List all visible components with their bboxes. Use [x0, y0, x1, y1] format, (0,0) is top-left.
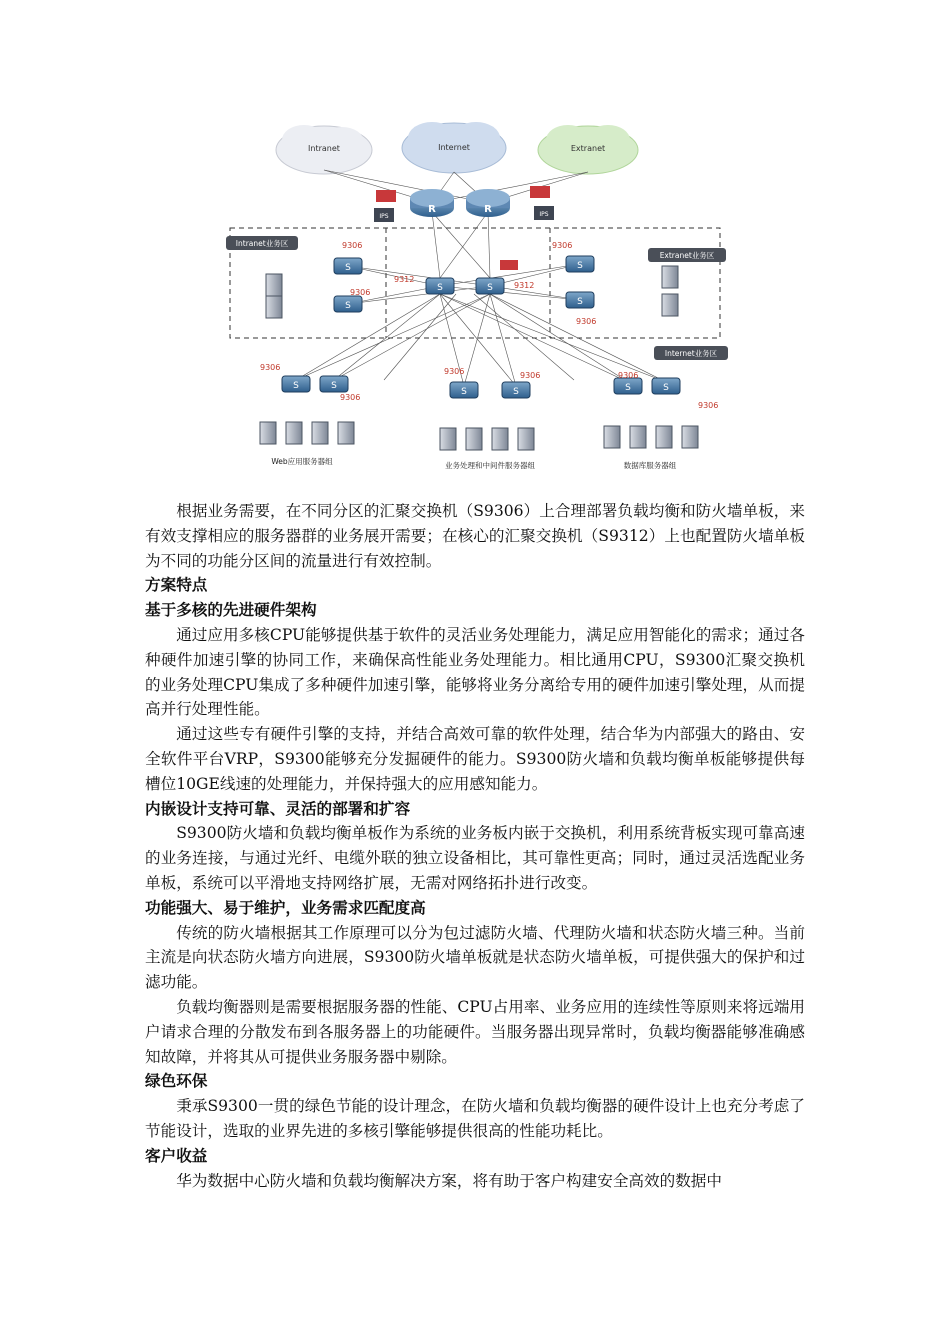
- switch-icon: [476, 278, 504, 294]
- body-paragraph: 通过这些专有硬件引擎的支持，并结合高效可靠的软件处理，结合华为内部强大的路由、安全软件平台VRP，S9300能够充分发掘硬件的能力。S9300防火墙和负载均衡单板能够提供每槽位10GE线速的处理能力，并保持强大的应用感知能力。: [145, 725, 805, 793]
- server-icon: [266, 296, 282, 318]
- document-body: [145, 499, 805, 1193]
- switch-icon: [320, 376, 348, 392]
- switch-label: 9306: [260, 363, 281, 372]
- server-icon: [466, 428, 482, 450]
- ips-label: IPS: [379, 213, 389, 220]
- switch-glyph: S: [293, 381, 299, 391]
- switch-glyph: S: [461, 387, 467, 397]
- switch-icon: [566, 292, 594, 308]
- server-icon: [662, 294, 678, 316]
- switch-glyph: S: [331, 381, 337, 391]
- switch-glyph: S: [345, 263, 351, 273]
- switch-label: 9306: [520, 371, 541, 380]
- switch-glyph: S: [437, 283, 443, 293]
- section-heading: 客户收益: [145, 1146, 208, 1165]
- switch-icon: [334, 296, 362, 312]
- server-icon: [682, 426, 698, 448]
- body-paragraph: 根据业务需要，在不同分区的汇聚交换机（S9306）上合理部署负载均衡和防火墙单板，来有效支撑相应的服务器群的业务展开需要；在核心的汇聚交换机（S9312）上也配置防火墙单板为不同的功能分区间的流量进行有效控制。: [145, 502, 805, 570]
- ips-icon: [374, 208, 394, 222]
- server-icon: [338, 422, 354, 444]
- switch-label: 9306: [618, 371, 639, 380]
- body-paragraph: 华为数据中心防火墙和负载均衡解决方案，将有助于客户构建安全高效的数据中: [176, 1171, 722, 1190]
- server-group-label: 业务处理和中间件服务器组: [445, 461, 535, 470]
- internet-cloud-icon: [402, 122, 506, 173]
- switch-icon: [282, 376, 310, 392]
- switch-icon: [652, 378, 680, 394]
- svg-text:Extranet业务区: Extranet业务区: [659, 251, 715, 260]
- internet-cloud-label: Internet: [438, 143, 470, 152]
- switch-label: 9306: [350, 288, 371, 297]
- router-label: R: [484, 204, 492, 215]
- body-paragraph: S9300防火墙和负载均衡单板作为系统的业务板内嵌于交换机，利用系统背板实现可靠高速的业务连接，与通过光纤、电缆外联的独立设备相比，其可靠性更高；同时，通过灵活选配业务单板，系统可以平滑地支持网络扩展，无需对网络拓扑进行改变。: [145, 824, 805, 892]
- ips-icon: [534, 206, 554, 220]
- switch-glyph: S: [345, 301, 351, 311]
- firewall-icon: [376, 190, 396, 202]
- intranet-cloud-label: Intranet: [308, 144, 340, 153]
- switch-glyph: S: [577, 297, 583, 307]
- switch-label: 9306: [698, 401, 719, 410]
- body-paragraph: 通过应用多核CPU能够提供基于软件的灵活业务处理能力，满足应用智能化的需求；通过各种硬件加速引擎的协同工作，来确保高性能业务处理能力。相比通用CPU，S9300汇聚交换机的业务处理CPU集成了多种硬件加速引擎，能够将业务分离给专用的硬件加速引擎处理，从而提高并行处理性能。: [145, 625, 805, 719]
- router-label: R: [428, 204, 436, 215]
- router-icon: [410, 189, 454, 217]
- ips-label: IPS: [539, 211, 549, 218]
- server-icon: [312, 422, 328, 444]
- server-icon: [656, 426, 672, 448]
- switch-label: 9306: [340, 393, 361, 402]
- section-heading: 方案特点: [145, 576, 208, 595]
- server-group-label: Web应用服务器组: [271, 457, 333, 466]
- server-group-label: 数据库服务器组: [623, 461, 677, 470]
- firewall-icon: [500, 260, 518, 270]
- switch-label: 9312: [514, 281, 535, 290]
- switch-icon: [502, 382, 530, 398]
- switch-label: 9306: [342, 241, 363, 250]
- section-heading: 内嵌设计支持可靠、灵活的部署和扩容: [145, 799, 411, 818]
- server-icon: [662, 266, 678, 288]
- switch-glyph: S: [487, 283, 493, 293]
- network-topology-figure: [218, 118, 734, 480]
- server-icon: [266, 274, 282, 296]
- section-heading: 功能强大、易于维护，业务需求匹配度高: [145, 898, 426, 917]
- svg-text:Intranet业务区: Intranet业务区: [235, 239, 289, 248]
- switch-glyph: S: [663, 383, 669, 393]
- server-icon: [440, 428, 456, 450]
- switch-label: 9306: [444, 367, 465, 376]
- section-heading: 绿色环保: [145, 1072, 208, 1091]
- switch-label: 9312: [394, 275, 415, 284]
- extranet-cloud-icon: [538, 125, 638, 174]
- switch-glyph: S: [513, 387, 519, 397]
- switch-glyph: S: [625, 383, 631, 393]
- switch-icon: [450, 382, 478, 398]
- switch-label: 9306: [576, 317, 597, 326]
- switch-icon: [426, 278, 454, 294]
- body-paragraph: 负载均衡器则是需要根据服务器的性能、CPU占用率、业务应用的连续性等原则来将远端用户请求合理的分散发布到各服务器上的功能硬件。当服务器出现异常时，负载均衡器能够准确感知故障，并将其从可提供业务服务器中剔除。: [145, 997, 805, 1066]
- switch-label: 9306: [552, 241, 573, 250]
- zone-label-intranet: [226, 236, 298, 250]
- server-icon: [630, 426, 646, 448]
- server-icon: [492, 428, 508, 450]
- firewall-icon: [530, 186, 550, 198]
- body-paragraph: 秉承S9300一贯的绿色节能的设计理念，在防火墙和负载均衡器的硬件设计上也充分考虑了节能设计，选取的业界先进的多核引擎能够提供很高的性能功耗比。: [145, 1097, 805, 1140]
- server-icon: [518, 428, 534, 450]
- router-icon: [466, 189, 510, 217]
- body-paragraph: 传统的防火墙根据其工作原理可以分为包过滤防火墙、代理防火墙和状态防火墙三种。当前主流是向状态防火墙方向进展，S9300防火墙单板就是状态防火墙单板，可提供强大的保护和过滤功能。: [145, 923, 805, 992]
- section-heading: 基于多核的先进硬件架构: [145, 601, 317, 620]
- server-icon: [260, 422, 276, 444]
- zone-label-internet: [654, 346, 728, 360]
- switch-icon: [614, 378, 642, 394]
- extranet-cloud-label: Extranet: [570, 144, 606, 153]
- zone-label-extranet: [648, 248, 726, 262]
- switch-icon: [566, 256, 594, 272]
- switch-glyph: S: [577, 261, 583, 271]
- svg-text:Internet业务区: Internet业务区: [664, 349, 718, 358]
- server-icon: [604, 426, 620, 448]
- server-icon: [286, 422, 302, 444]
- switch-icon: [334, 258, 362, 274]
- intranet-cloud-icon: [276, 125, 372, 174]
